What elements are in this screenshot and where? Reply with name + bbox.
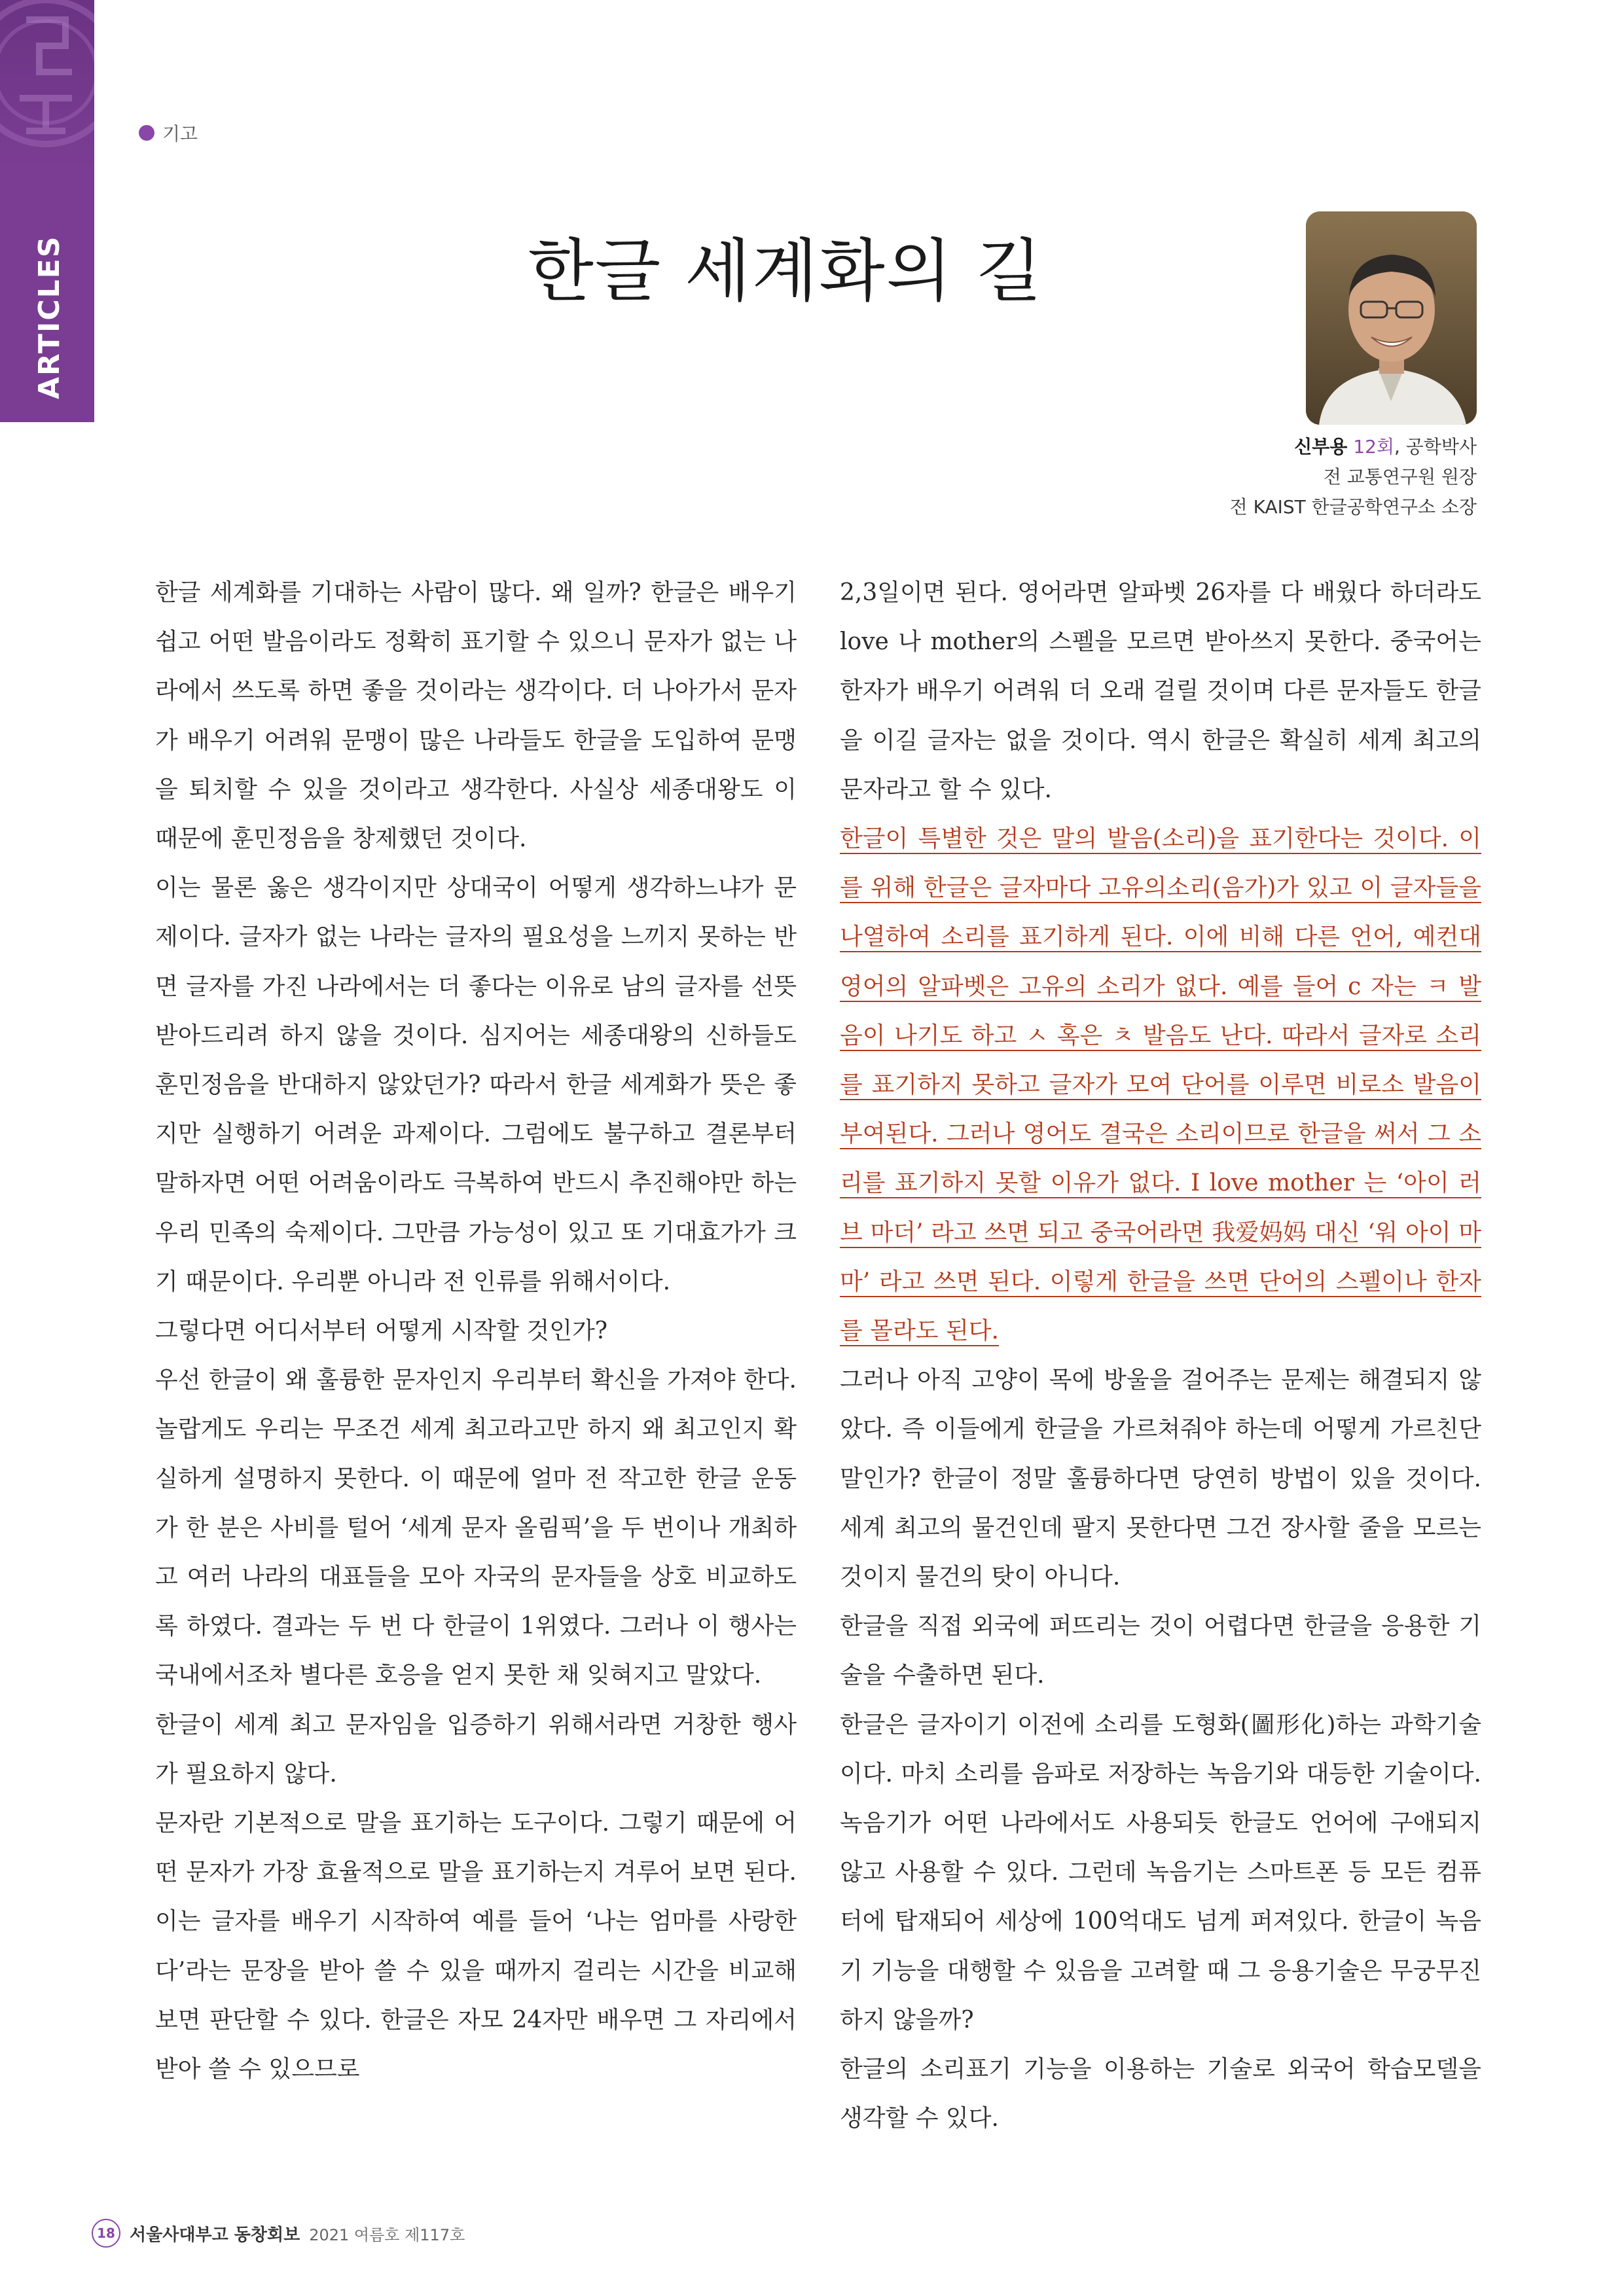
publication-name: 서울사대부고 동창회보 — [130, 2225, 300, 2245]
articles-side-tab — [0, 0, 94, 422]
paragraph: 2,3일이면 된다. 영어라면 알파벳 26자를 다 배웠다 하더라도 love 나 mother의 스펠을 모르면 받아쓰지 못한다. 중국어는 한자가 배우기 어려워 더 오래 걸릴 것이며 다른 문자들도 한글을 이길 글자는 없을 것이다. 역시 한글은 확실히 세계 최고의 문자라고 할 수 있다. — [840, 579, 1481, 803]
paragraph: 한글을 직접 외국에 퍼뜨리는 것이 어렵다면 한글을 응용한 기술을 수출하면 된다. — [840, 1613, 1481, 1689]
article-column-left — [155, 568, 797, 2094]
page-footer — [92, 2219, 465, 2248]
paragraph: 한글의 소리표기 기능을 이용하는 기술로 외국어 학습모델을 생각할 수 있다. — [840, 2056, 1481, 2132]
paragraph: 우선 한글이 왜 훌륭한 문자인지 우리부터 확신을 가져야 한다. 놀랍게도 우리는 무조건 세계 최고라고만 하지 왜 최고인지 확실하게 설명하지 못한다. 이 때문에 얼마 전 작고한 한글 운동가 한 분은 사비를 털어 ‘세계 문자 올림픽’을 두 번이나 개최하고 여러 나라의 대표들을 모아 자국의 문자들을 상호 비교하도록 하였다. 결과는 두 번 다 한글이 1위였다. 그러나 이 행사는 국내에서조차 별다른 호응을 얻지 못한 채 잊혀지고 말았다. — [155, 1367, 797, 1689]
paragraph: 이는 물론 옳은 생각이지만 상대국이 어떻게 생각하느냐가 문제이다. 글자가 없는 나라는 글자의 필요성을 느끼지 못하는 반면 글자를 가진 나라에서는 더 좋다는 이유로 남의 글자를 선뜻 받아드리려 하지 않을 것이다. 심지어는 세종대왕의 신하들도 훈민정음을 반대하지 않았던가? 따라서 한글 세계화가 뜻은 좋지만 실행하기 어려운 과제이다. 그럼에도 불구하고 결론부터 말하자면 어떤 어려움이라도 극복하여 반드시 추진해야만 하는 우리 민족의 숙제이다. 그만큼 가능성이 있고 또 기대효가가 크기 때문이다. 우리뿐 아니라 전 인류를 위해서이다. — [155, 874, 797, 1295]
paragraph: 한글은 글자이기 이전에 소리를 도형화(圖形化)하는 과학기술이다. 마치 소리를 음파로 저장하는 녹음기와 대등한 기술이다. 녹음기가 어떤 나라에서도 사용되듯 한글도 언어에 구애되지 않고 사용할 수 있다. 그런데 녹음기는 스마트폰 등 모든 컴퓨터에 탑재되어 세상에 100억대도 넘게 퍼져있다. 한글이 녹음기 기능을 대행할 수 있음을 고려할 때 그 응용기술은 무궁무진하지 않을까? — [840, 1711, 1481, 2034]
author-position-2: 전 KAIST 한글공학연구소 소장 — [1229, 496, 1477, 518]
paragraph: 문자란 기본적으로 말을 표기하는 도구이다. 그렇기 때문에 어떤 문자가 가장 효율적으로 말을 표기하는지 겨루어 보면 된다. 이는 글자를 배우기 시작하여 예를 들어 ‘나는 엄마를 사랑한다’라는 문장을 받아 쓸 수 있을 때까지 걸리는 시간을 비교해 보면 판단할 수 있다. 한글은 자모 24자만 배우면 그 자리에서 받아 쓸 수 있으므로 — [155, 1810, 797, 2083]
author-portrait-image — [1306, 211, 1477, 425]
section-label: 기고 — [162, 123, 198, 145]
highlighted-text: 한글이 특별한 것은 말의 발음(소리)을 표기한다는 것이다. 이를 위해 한글은 글자마다 고유의소리(음가)가 있고 이 글자들을 나열하여 소리를 표기하게 된다. 이에 비해 다른 언어, 예컨대 영어의 알파벳은 고유의 소리가 없다. 예를 들어 c 자는 ㅋ 발음이 나기도 하고 ㅅ 혹은 ㅊ 발음도 난다. 따라서 글자로 소리를 표기하지 못하고 글자가 모여 단어를 이루면 비로소 발음이 부여된다. 그러나 영어도 결국은 소리이므로 한글을 써서 그 소리를 표기하지 못할 이유가 없다. I love mother 는 ‘아이 러브 마더’ 라고 쓰면 되고 중국어라면 我爱妈妈 대신 ‘워 아이 마마’ 라고 쓰면 된다. 이렇게 한글을 쓰면 단어의 스펠이나 한자를 몰라도 된다. — [840, 825, 1481, 1345]
school-emblem-icon — [0, 0, 94, 170]
paragraph: 한글 세계화를 기대하는 사람이 많다. 왜 일까? 한글은 배우기 쉽고 어떤 발음이라도 정확히 표기할 수 있으니 문자가 없는 나라에서 쓰도록 하면 좋을 것이라는 생각이다. 더 나아가서 문자가 배우기 어려워 문맹이 많은 나라들도 한글을 도입하여 문맹을 퇴치할 수 있을 것이라고 생각한다. 사실상 세종대왕도 이 때문에 훈민정음을 창제했던 것이다. — [155, 579, 797, 853]
author-name: 신부용 — [1294, 436, 1348, 457]
section-dot-icon — [139, 125, 154, 141]
section-tag — [139, 120, 198, 146]
side-tab-label: ARTICLES — [33, 235, 66, 399]
article-title: 한글 세계화의 길 — [528, 231, 1043, 311]
publication-issue: 2021 여름호 제117호 — [309, 2225, 465, 2244]
paragraph: 한글이 세계 최고 문자임을 입증하기 위해서라면 거창한 행사가 필요하지 않다. — [155, 1711, 797, 1787]
author-name-line — [1230, 432, 1477, 462]
paragraph: 그렇다면 어디서부터 어떻게 시작할 것인가? — [155, 1318, 608, 1345]
article-column-right — [840, 568, 1481, 2144]
author-degree: , 공학박사 — [1394, 436, 1477, 457]
paragraph: 그러나 아직 고양이 목에 방울을 걸어주는 문제는 해결되지 않았다. 즉 이들에게 한글을 가르쳐줘야 하는데 어떻게 가르친단 말인가? 한글이 정말 훌륭하다면 당연히 방법이 있을 것이다. 세계 최고의 물건인데 팔지 못한다면 그건 장사할 줄을 모르는 것이지 물건의 탓이 아니다. — [840, 1367, 1481, 1591]
author-class-year: 12회 — [1353, 436, 1394, 457]
author-info — [1230, 432, 1477, 522]
author-position-1: 전 교통연구원 원장 — [1323, 466, 1477, 488]
highlighted-paragraph — [840, 814, 1481, 1355]
page-number: 18 — [92, 2219, 120, 2248]
